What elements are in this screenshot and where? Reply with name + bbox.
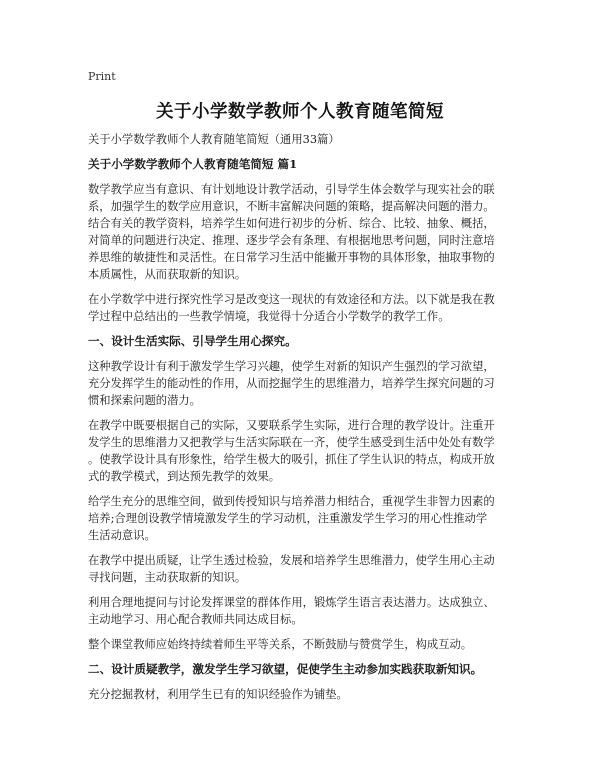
text-line: 对简单的问题进行决定、推理、逐步学会有条理、有根据地思考问题，同时注意培 bbox=[88, 234, 495, 247]
text-line: 寻找问题，主动获取新的知识。 bbox=[88, 571, 247, 584]
text-line: 培养;合理创设教学情境激发学生的学习动机，注重激发学生学习的用心性推动学 bbox=[88, 512, 488, 525]
paragraph bbox=[88, 358, 518, 409]
text-line: 在教学中提出质疑，让学生透过检验，发展和培养学生思维潜力，使学生用心主动 bbox=[88, 554, 495, 567]
subheading: 一、设计生活实际、引导学生用心探究。 bbox=[88, 334, 297, 348]
paragraph bbox=[88, 417, 518, 485]
subheading: 二、设计质疑教学，激发学生学习欲望，促使学生主动参加实践获取新知识。 bbox=[88, 662, 483, 676]
text-line: 给学生充分的思维空间，做到传授知识与培养潜力相结合，重视学生非智力因素的 bbox=[88, 495, 495, 508]
text-line: 。使教学设计具有形象性，给学生极大的吸引，抓住了学生认识的特点，构成开放 bbox=[88, 453, 495, 466]
subtitle: 关于小学数学教师个人教育随笔简短（通用33篇） bbox=[88, 133, 340, 146]
article-body bbox=[88, 131, 518, 711]
text-line: 生活动意识。 bbox=[88, 529, 156, 542]
print-link[interactable]: Print bbox=[88, 70, 116, 83]
text-line: 惯和探索问题的潜力。 bbox=[88, 394, 201, 407]
text-line: 式的教学模式，到达预先教学的效果。 bbox=[88, 470, 281, 483]
paragraph bbox=[88, 181, 518, 283]
text-line: 充分挖掘教材，利用学生已有的知识经验作为铺垫。 bbox=[88, 688, 348, 701]
text-line: 养思维的敏捷性和灵活性。在日常学习生活中能撇开事物的具体形象，抽取事物的 bbox=[88, 251, 495, 264]
paragraph bbox=[88, 594, 518, 628]
paragraph bbox=[88, 493, 518, 544]
text-line: 在小学数学中进行探究性学习是改变这一现状的有效途径和方法。以下就是我在教 bbox=[88, 293, 495, 306]
text-line: 充分发挥学生的能动性的作用，从而挖掘学生的思维潜力，培养学生探究问题的习 bbox=[88, 377, 495, 390]
paragraph bbox=[88, 552, 518, 586]
text-line: 学过程中总结出的一些教学情境，我觉得十分适合小学数学的教学工作。 bbox=[88, 310, 450, 323]
text-line: 结合有关的教学资料，培养学生如何进行初步的分析、综合、比较、抽象、概括， bbox=[88, 217, 495, 230]
paragraph bbox=[88, 636, 518, 653]
text-line: 本质属性，从而获取新的知识。 bbox=[88, 268, 247, 281]
text-line: 系，加强学生的数学应用意识，不断丰富解决问题的策略，提高解决问题的潜力。 bbox=[88, 200, 495, 213]
paragraph bbox=[88, 686, 518, 703]
text-line: 主动地学习、用心配合教师共同达成目标。 bbox=[88, 613, 303, 626]
text-line: 这种教学设计有利于激发学生学习兴趣，使学生对新的知识产生强烈的学习欲望， bbox=[88, 360, 495, 373]
text-line: 整个课堂教师应始终持续着师生平等关系，不断鼓励与赞赏学生，构成互动。 bbox=[88, 638, 473, 651]
text-line: 发学生的思维潜力又把教学与生活实际联在一齐，使学生感受到生活中处处有数学 bbox=[88, 436, 495, 449]
page-title: 关于小学数学教师个人教育随笔简短 bbox=[156, 102, 444, 122]
section-heading: 关于小学数学教师个人教育随笔简短 篇1 bbox=[88, 157, 298, 171]
text-line: 在教学中既要根据自己的实际，又要联系学生实际，进行合理的教学设计。注重开 bbox=[88, 419, 495, 432]
text-line: 数学教学应当有意识、有计划地设计教学活动，引导学生体会数学与现实社会的联 bbox=[88, 183, 495, 196]
paragraph bbox=[88, 291, 518, 325]
text-line: 利用合理地提问与讨论发挥课堂的群体作用，锻炼学生语言表达潜力。达成独立、 bbox=[88, 596, 495, 609]
